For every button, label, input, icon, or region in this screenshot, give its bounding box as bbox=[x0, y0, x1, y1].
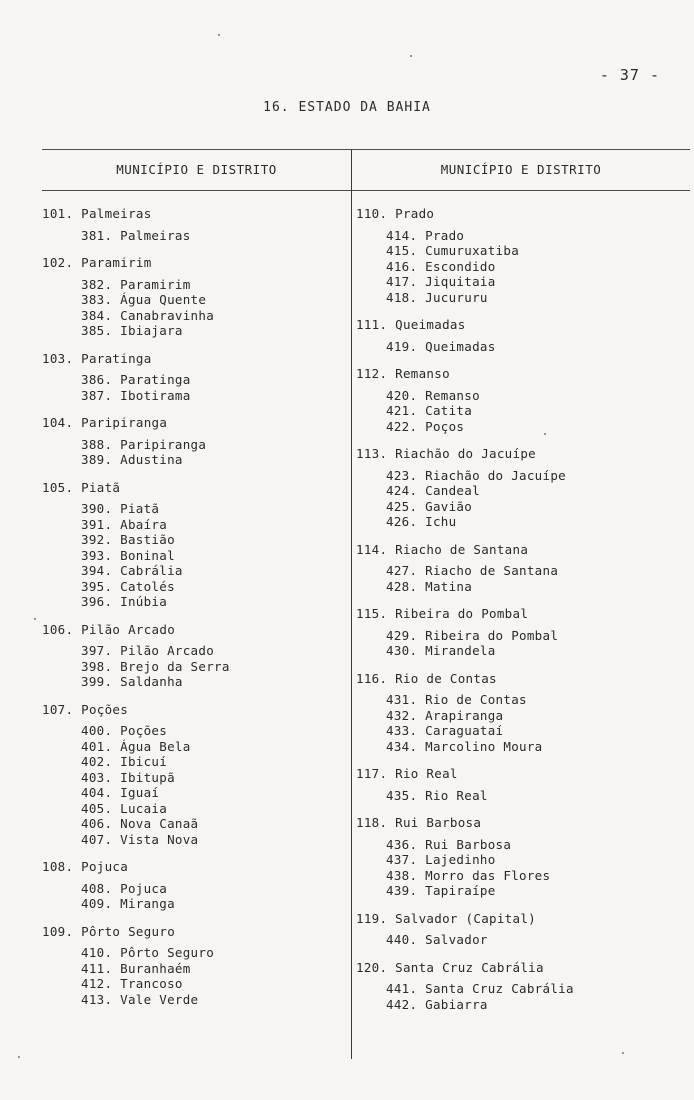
paper-speck bbox=[622, 1052, 624, 1054]
municipality-name: 101. Palmeiras bbox=[42, 206, 152, 221]
district-name: 400. Poções bbox=[81, 723, 168, 738]
municipality-group bbox=[42, 415, 342, 468]
paper-speck bbox=[18, 1056, 20, 1058]
municipality-name: 118. Rui Barbosa bbox=[356, 815, 482, 830]
district-name: 420. Remanso bbox=[386, 387, 480, 403]
district-name: 393. Boninal bbox=[81, 547, 175, 563]
municipality-group bbox=[42, 480, 342, 610]
municipality-name: 103. Paratinga bbox=[42, 350, 152, 366]
municipality-group bbox=[42, 622, 342, 690]
column-divider bbox=[351, 149, 352, 1059]
district-name: 384. Canabravinha bbox=[81, 307, 215, 323]
municipality-name: 114. Riacho de Santana bbox=[356, 541, 529, 557]
district-name: 427. Riacho de Santana bbox=[386, 563, 559, 578]
municipality-group bbox=[356, 446, 686, 530]
district-name: 416. Escondido bbox=[386, 258, 496, 274]
district-name: 430. Mirandela bbox=[386, 643, 496, 658]
district-name: 423. Riachão do Jacuípe bbox=[386, 467, 566, 483]
district-name: 429. Ribeira do Pombal bbox=[386, 627, 559, 643]
district-name: 431. Rio de Contas bbox=[386, 692, 527, 707]
municipality-name: 106. Pilão Arcado bbox=[42, 621, 176, 637]
municipality-name: 102. Paramirim bbox=[42, 255, 152, 270]
district-name: 409. Miranga bbox=[81, 896, 175, 911]
district-name: 439. Tapiraípe bbox=[386, 883, 496, 898]
district-name: 398. Brejo da Serra bbox=[81, 658, 230, 674]
district-name: 422. Poços bbox=[386, 418, 465, 434]
municipality-group bbox=[356, 366, 686, 434]
district-name: 412. Trancoso bbox=[81, 976, 183, 991]
district-name: 402. Ibicuí bbox=[81, 754, 168, 769]
district-name: 382. Paramirim bbox=[81, 276, 191, 292]
municipality-group bbox=[42, 924, 342, 1008]
district-name: 411. Buranhaém bbox=[81, 960, 191, 976]
municipality-group bbox=[356, 911, 686, 948]
municipality-name: 104. Paripiranga bbox=[42, 415, 168, 430]
district-name: 415. Cumuruxatiba bbox=[386, 243, 520, 258]
district-name: 396. Inúbia bbox=[81, 594, 168, 609]
district-name: 381. Palmeiras bbox=[81, 227, 191, 243]
district-name: 434. Marcolino Moura bbox=[386, 738, 543, 754]
municipality-name: 111. Queimadas bbox=[356, 317, 466, 332]
municipality-group bbox=[356, 542, 686, 595]
header-bottom-rule bbox=[42, 190, 690, 191]
municipality-group bbox=[356, 766, 686, 803]
municipality-name: 105. Piatã bbox=[42, 479, 121, 495]
district-name: 410. Pôrto Seguro bbox=[81, 945, 215, 960]
district-name: 421. Catita bbox=[386, 403, 473, 418]
municipality-name: 113. Riachão do Jacuípe bbox=[356, 446, 536, 461]
district-name: 406. Nova Canaã bbox=[81, 816, 199, 831]
page-number: - 37 - bbox=[599, 66, 660, 84]
district-name: 401. Água Bela bbox=[81, 738, 191, 754]
paper-speck bbox=[34, 618, 36, 620]
municipality-group bbox=[356, 606, 686, 659]
district-name: 418. Jucururu bbox=[386, 289, 488, 305]
district-name: 432. Arapiranga bbox=[386, 707, 504, 723]
municipality-group bbox=[356, 815, 686, 899]
paper-speck bbox=[218, 34, 220, 36]
district-name: 407. Vista Nova bbox=[81, 831, 199, 847]
municipality-name: 117. Rio Real bbox=[356, 766, 458, 781]
municipality-group bbox=[42, 206, 342, 243]
paper-speck bbox=[544, 433, 546, 435]
district-name: 397. Pilão Arcado bbox=[81, 643, 215, 658]
municipality-group bbox=[42, 702, 342, 848]
district-name: 437. Lajedinho bbox=[386, 852, 496, 867]
municipality-name: 107. Poções bbox=[42, 701, 129, 717]
district-name: 387. Ibotirama bbox=[81, 387, 191, 403]
district-name: 383. Água Quente bbox=[81, 292, 207, 307]
municipality-group bbox=[356, 206, 686, 305]
district-name: 389. Adustina bbox=[81, 452, 183, 467]
district-name: 433. Caraguataí bbox=[386, 723, 504, 738]
district-name: 438. Morro das Flores bbox=[386, 867, 551, 883]
district-name: 399. Saldanha bbox=[81, 674, 183, 689]
district-name: 403. Ibitupã bbox=[81, 769, 175, 785]
municipality-name: 109. Pôrto Seguro bbox=[42, 923, 176, 939]
municipality-name: 116. Rio de Contas bbox=[356, 670, 497, 686]
left-column bbox=[42, 206, 342, 1019]
district-name: 425. Gavião bbox=[386, 498, 473, 514]
district-name: 408. Pojuca bbox=[81, 880, 168, 896]
district-name: 419. Queimadas bbox=[386, 338, 496, 354]
right-column bbox=[356, 206, 686, 1024]
district-name: 388. Paripiranga bbox=[81, 436, 207, 452]
district-name: 413. Vale Verde bbox=[81, 991, 199, 1007]
paper-speck bbox=[410, 55, 412, 57]
district-name: 395. Catolés bbox=[81, 578, 175, 594]
district-name: 440. Salvador bbox=[386, 932, 488, 947]
municipality-group bbox=[356, 960, 686, 1013]
right-column-header: MUNICÍPIO E DISTRITO bbox=[440, 162, 602, 177]
left-column-header: MUNICÍPIO E DISTRITO bbox=[116, 162, 277, 177]
municipality-name: 119. Salvador (Capital) bbox=[356, 910, 536, 926]
district-name: 428. Matina bbox=[386, 578, 473, 594]
district-name: 394. Cabrália bbox=[81, 563, 183, 578]
district-name: 414. Prado bbox=[386, 227, 465, 243]
district-name: 441. Santa Cruz Cabrália bbox=[386, 981, 574, 996]
district-name: 391. Abaíra bbox=[81, 516, 168, 532]
municipality-name: 110. Prado bbox=[356, 206, 435, 221]
section-title: 16. ESTADO DA BAHIA bbox=[263, 100, 431, 115]
district-name: 390. Piatã bbox=[81, 501, 160, 516]
municipality-name: 112. Remanso bbox=[356, 366, 450, 381]
municipality-group bbox=[356, 317, 686, 354]
municipality-group bbox=[42, 351, 342, 404]
district-name: 424. Candeal bbox=[386, 483, 480, 498]
district-name: 436. Rui Barbosa bbox=[386, 836, 512, 852]
municipality-name: 115. Ribeira do Pombal bbox=[356, 606, 529, 621]
municipality-name: 108. Pojuca bbox=[42, 859, 129, 874]
municipality-group bbox=[42, 255, 342, 339]
district-name: 426. Ichu bbox=[386, 514, 457, 529]
municipality-group bbox=[42, 859, 342, 912]
municipality-group bbox=[356, 671, 686, 755]
table-top-rule bbox=[42, 149, 690, 150]
district-name: 404. Iguaí bbox=[81, 785, 160, 800]
district-name: 392. Bastião bbox=[81, 532, 175, 547]
district-name: 442. Gabiarra bbox=[386, 996, 488, 1012]
district-name: 417. Jiquitaia bbox=[386, 274, 496, 289]
district-name: 385. Ibiajara bbox=[81, 323, 183, 338]
municipality-name: 120. Santa Cruz Cabrália bbox=[356, 959, 544, 975]
district-name: 435. Rio Real bbox=[386, 787, 488, 803]
district-name: 386. Paratinga bbox=[81, 372, 191, 387]
district-name: 405. Lucaia bbox=[81, 800, 168, 816]
